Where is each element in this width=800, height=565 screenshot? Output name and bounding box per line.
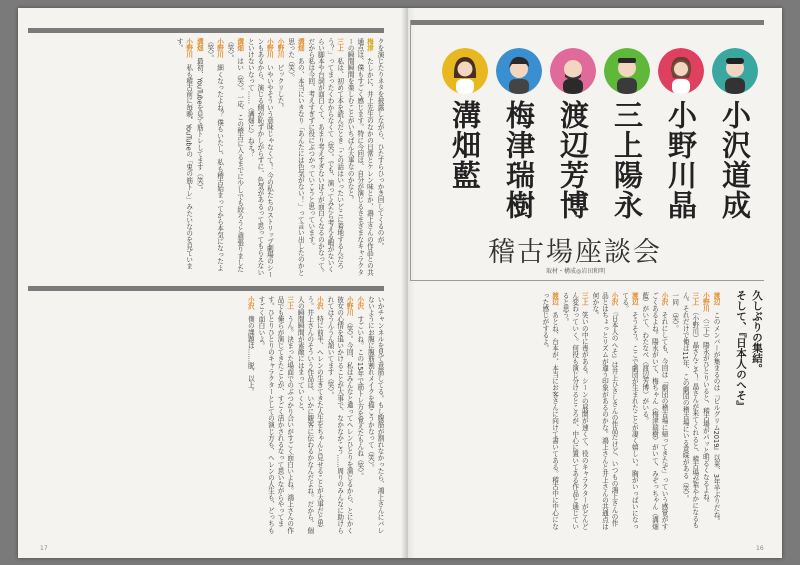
left-bottom-paragraph: 小沢 僕の課題は……脱、以上。: [246, 296, 255, 395]
right-bottom-paragraph: 小沢 『日本人のへそ』は井上ひさしさんの作品だけど、いつもの鴻上さんの作品とはちょっとリズムが違う印象があるのかな。鴻上さんと井上さんの共通点は何かな。: [590, 292, 619, 530]
cast-name-onogawa: 小野川晶: [664, 100, 698, 220]
left-bottom-paragraph: 三上 うん。決まった場面でのぶつかり合いがすごく面白いよね。鴻上さんの作品でも俺らが演じてきたことが、すごく活かされるなって思いながらやってます。ひとりひとりのキャラクターとしての演じ方も、ヘレンの人生も、どっちもすごく面白いよ。: [256, 296, 294, 534]
right-bottom-paragraph: 渡辺 そうそう。ここで劇団が生まれたことが凄く嬉しい。胸がいっぱいになってる。: [620, 292, 639, 530]
left-top-paragraph: 溝畑 最初、YouTubeを見て筋トレしてます（笑）。: [195, 38, 204, 194]
right-bottom-column: [414, 292, 720, 532]
right-top-rule: [410, 20, 764, 25]
right-bottom-paragraph: 三上 笑いの中に毒がある。シーンの展開が速くて、役のキャラクターがどんどん変わっていく。何役も演じ分けるところが、中心に置いてある作品と通じていると思う。: [561, 292, 589, 530]
right-bottom-paragraph: 小野川 （三上）陽永がひとりいると、稽古場がパッと明るくなるよね。: [701, 292, 710, 507]
left-top-paragraph: 小野川 ビックリした。: [276, 38, 285, 111]
right-bottom-paragraph: 渡辺 あとね、台本が、本当にお客さんに向けて書いてある。稽古中に中心になった感じがするよ。: [540, 292, 559, 530]
cast-name-mikami: 三上陽永: [610, 100, 644, 220]
left-top-paragraph: クを演じたりネタを披露しながら、ひたすらひっかき回してくるのが。: [376, 38, 384, 250]
cast-name-ozawa: 小沢道成: [718, 100, 752, 220]
article-credit: 取材・構成◎岩田和明: [546, 268, 606, 275]
left-top-column: [30, 38, 384, 278]
left-top-paragraph: 小野川 細くなったよね？ 僕もいたし、私も稽古始まってから本気になったよ（笑）。: [205, 38, 224, 272]
left-top-paragraph: 溝畑 はい（笑）。一応、この稽古に入るまでに少しでも絞ろうと頑張りました（笑）。: [226, 38, 244, 273]
left-top-paragraph: 梅津 たしかに、井上先生のなかの日常とケレン味とか、鴻上さんの作品との共通点は、僕もすごく感じます。特に今回は、自分が演じるさまざまなキャラクターの瞬間瞬間を楽しむことがいちばん大事なのかなと。: [346, 38, 374, 276]
left-bottom-paragraph: 小野川 （笑）。今回、私はみんなと違ってヘレンひとりを演じるから、とにかく彼女の心情を追いかけることが大事で、なかなかこう……周りのみんなに助けられてはうんうん頷いてます（笑）。: [326, 296, 354, 534]
left-bottom-paragraph: 小沢 特に前半、ヘレンの生きてきた人生をちゃんと見せることが大事だと思う。井上さんのそういう作品は、いかに観客に伝わるかなんだよね。だから、個人の瞬間瞬間が素敵にはまっていくと、: [296, 296, 324, 534]
right-bottom-paragraph: 一同 （笑）。: [670, 292, 679, 332]
right-frame-line: [410, 20, 411, 280]
left-bottom-column: [30, 296, 384, 536]
left-top-paragraph: 三上 私は、初めて本を読んだとき「この話はいったいどこに着地するんだろう？」ってまったくわからなくて（笑）。でも、演ってみたら考える暇がないくらい脚本や台詞が面白くて、あまり考えすぎないほうが面白くなるのかなって。だから私は今回、考えすぎずに役にぶつかっていこうと思っています。: [306, 38, 344, 276]
portrait-mikami: [604, 48, 650, 94]
page-number-right: 16: [756, 545, 764, 552]
left-bottom-rule: [28, 286, 384, 291]
left-bottom-paragraph: いかチャンネルを見て意筋してる。もし腹筋が割れなかったら、鴻上さんにバレないようにお腹に腹筋割れメイクを描こうかなって（笑）。: [366, 296, 384, 534]
left-top-paragraph: 小野川 私も稽古前に毎晩、YouTubeの「鬼の筋トレ」みたいなのを見ています。: [175, 38, 193, 270]
lead-line-1: 久しぶりの集結。: [751, 290, 763, 374]
left-top-rule: [28, 28, 384, 33]
cast-name-mizohata: 溝畑藍: [448, 100, 482, 190]
right-bottom-paragraph: 三上 （小野川）晶さんこそ！ 晶さんが来てくれると、稽古場が華やかになるもん。それだけで俺は11年、この劇団の稽古場にいる意味がある（笑）。: [681, 292, 699, 529]
right-bottom-paragraph: 渡辺 このメンバーが集まるのは『ピルグリム2019』以来、3年半ぶりだね。: [712, 292, 720, 525]
portrait-mizohata: [442, 48, 488, 94]
left-top-paragraph: 溝畑 あの、本当にいきなり「あんたには色気がない！」って言い出したのかと思った（笑）。: [286, 38, 305, 276]
cast-name-umezu: 梅津瑞樹: [502, 100, 536, 220]
right-bottom-paragraph: 小沢 それにしても、今回は「劇団の稽古場に帰ってきたぞ」っていう感覚がすごくあるよね。陽永がいて、梅ちゃん（梅津瑞樹）がいて、みぞっちゃん（溝畑藍）がいて、わたなべ（渡辺芳博）がいる。: [640, 292, 669, 530]
page-number-left: 17: [40, 545, 48, 552]
cast-name-watanabe: 渡辺芳博: [556, 100, 590, 220]
left-bottom-paragraph: 小沢 すごいね。この15年で筋トレ方を覚えたもんね（笑）。: [355, 296, 364, 480]
article-title: 稽古場座談会: [488, 237, 662, 268]
portrait-watanabe: [550, 48, 596, 94]
right-frame-bottom: [410, 280, 764, 281]
portrait-onogawa: [658, 48, 704, 94]
portrait-umezu: [496, 48, 542, 94]
page-gutter: [401, 8, 415, 558]
magazine-spread: [18, 8, 782, 558]
lead-line-2: そして、『日本人のへそ』: [735, 290, 747, 411]
portrait-ozawa: [712, 48, 758, 94]
left-top-paragraph: 小野川 いやいやそういう意味じゃなくて！ 今の私たちのストリップ劇場のシーンもあるから、演じる側が恥ずかしがらずに、色気があるって思ってもらえないといけないなって……（溝畑に）ねえ？: [246, 38, 274, 278]
